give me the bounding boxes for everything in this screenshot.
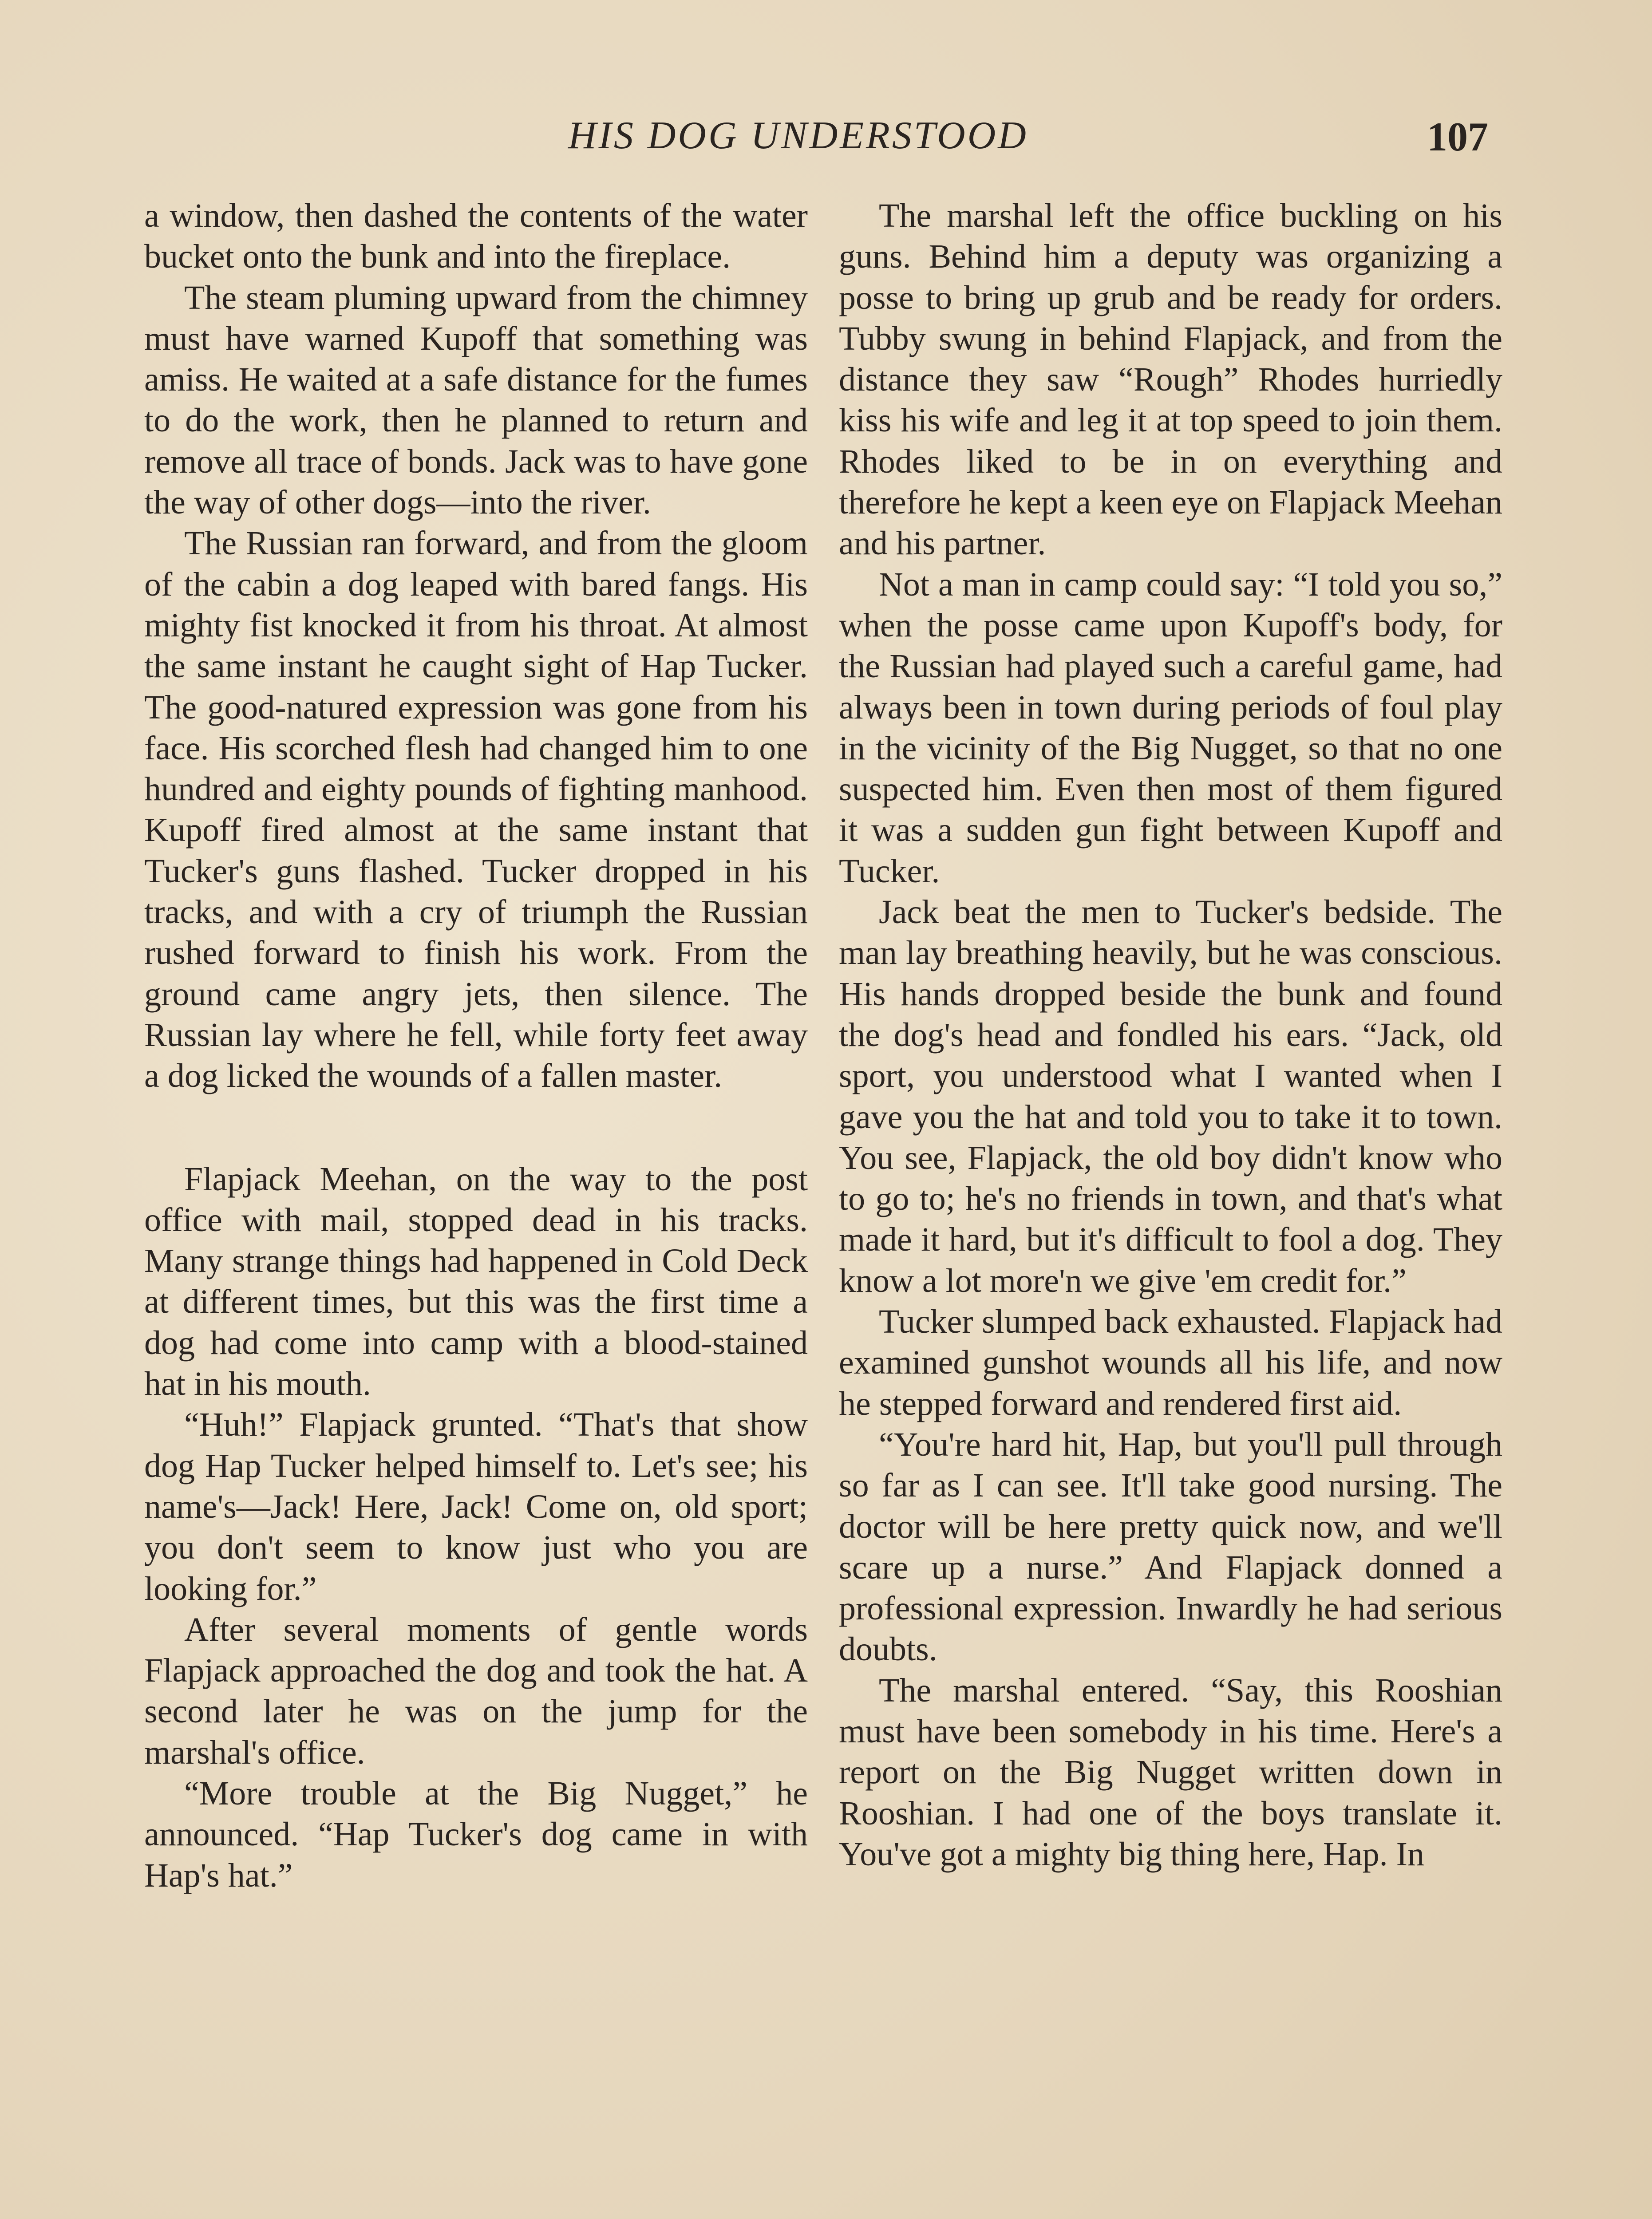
paragraph: After several moments of gentle words Flapjack approached the dog and took the hat. A second later he was on the jump for the marshal's office. [144,1611,808,1771]
paragraph: Tucker slumped back exhausted. Flapjack had examined gunshot wounds all his life, and now he stepped forward and rendered first aid. [839,1303,1502,1422]
left-column [144,195,808,1896]
paragraph: Not a man in camp could say: “I told you so,” when the posse came upon Kupoff's body, for the Russian had played such a careful game, had always been in town during periods of foul play in the vicinity of the Big Nugget, so that no one suspected him. Even then most of them figured it was a sudden gun fight between Kupoff and Tucker. [839,565,1502,890]
paragraph: Jack beat the men to Tucker's bedside. The man lay breathing heavily, but he was conscious. His hands dropped beside the bunk and found the dog's head and fondled his ears. “Jack, old sport, you understood what I wanted when I gave you the hat and told you to take it to town. You see, Flapjack, the old boy didn't know who to go to; he's no friends in town, and that's what made it hard, but it's difficult to fool a dog. They know a lot more'n we give 'em credit for.” [839,893,1502,1299]
page-number: 107 [1427,114,1488,159]
paragraph: The marshal left the office buckling on his guns. Behind him a deputy was organizing a posse to bring up grub and be ready for orders. Tubby swung in behind Flapjack, and from the distance they saw “Rough” Rhodes hurriedly kiss his wife and leg it at top speed to join them. Rhodes liked to be in on everything and therefore he kept a keen eye on Flapjack Meehan and his partner. [839,197,1502,562]
paragraph: “You're hard hit, Hap, but you'll pull through so far as I can see. It'll take good nursing. The doctor will be here pretty quick now, and we'll scare up a nurse.” And Flapjack donned a professional expression. Inwardly he had serious doubts. [839,1425,1502,1668]
right-column [839,195,1502,1875]
paragraph: Flapjack Meehan, on the way to the post office with mail, stopped dead in his tracks. Many strange things had happened in Cold Deck at different times, but this was the first time a dog had come into camp with a blood-stained hat in his mouth. [144,1160,808,1403]
paragraph: “More trouble at the Big Nugget,” he announced. “Hap Tucker's dog came in with Hap's hat.” [144,1774,808,1894]
paragraph: “Huh!” Flapjack grunted. “That's that show dog Hap Tucker helped himself to. Let's see; his name's—Jack! Here, Jack! Come on, old sport; you don't seem to know just who you are looking for.” [144,1406,808,1607]
running-title: HIS DOG UNDERSTOOD [568,114,1028,157]
paragraph: a window, then dashed the contents of the water bucket onto the bunk and into the fireplace. [144,197,808,276]
paragraph: The Russian ran forward, and from the gloom of the cabin a dog leaped with bared fangs. His mighty fist knocked it from his throat. At almost the same instant he caught sight of Hap Tucker. The good-natured expression was gone from his face. His scorched flesh had changed him to one hundred and eighty pounds of fighting manhood. Kupoff fired almost at the same instant that Tucker's guns flashed. Tucker dropped in his tracks, and with a cry of triumph the Russian rushed forward to finish his work. From the ground came angry jets, then silence. The Russian lay where he fell, while forty feet away a dog licked the wounds of a fallen master. [144,525,808,1095]
paragraph: The steam pluming upward from the chimney must have warned Kupoff that something was amiss. He waited at a safe distance for the fumes to do the work, then he planned to return and remove all trace of bonds. Jack was to have gone the way of other dogs—into the river. [144,279,808,521]
page-header [0,113,1652,166]
paragraph: The marshal entered. “Say, this Rooshian must have been somebody in his time. Here's a report on the Big Nugget written down in Rooshian. I had one of the boys translate it. You've got a mighty big thing here, Hap. In [839,1671,1502,1873]
